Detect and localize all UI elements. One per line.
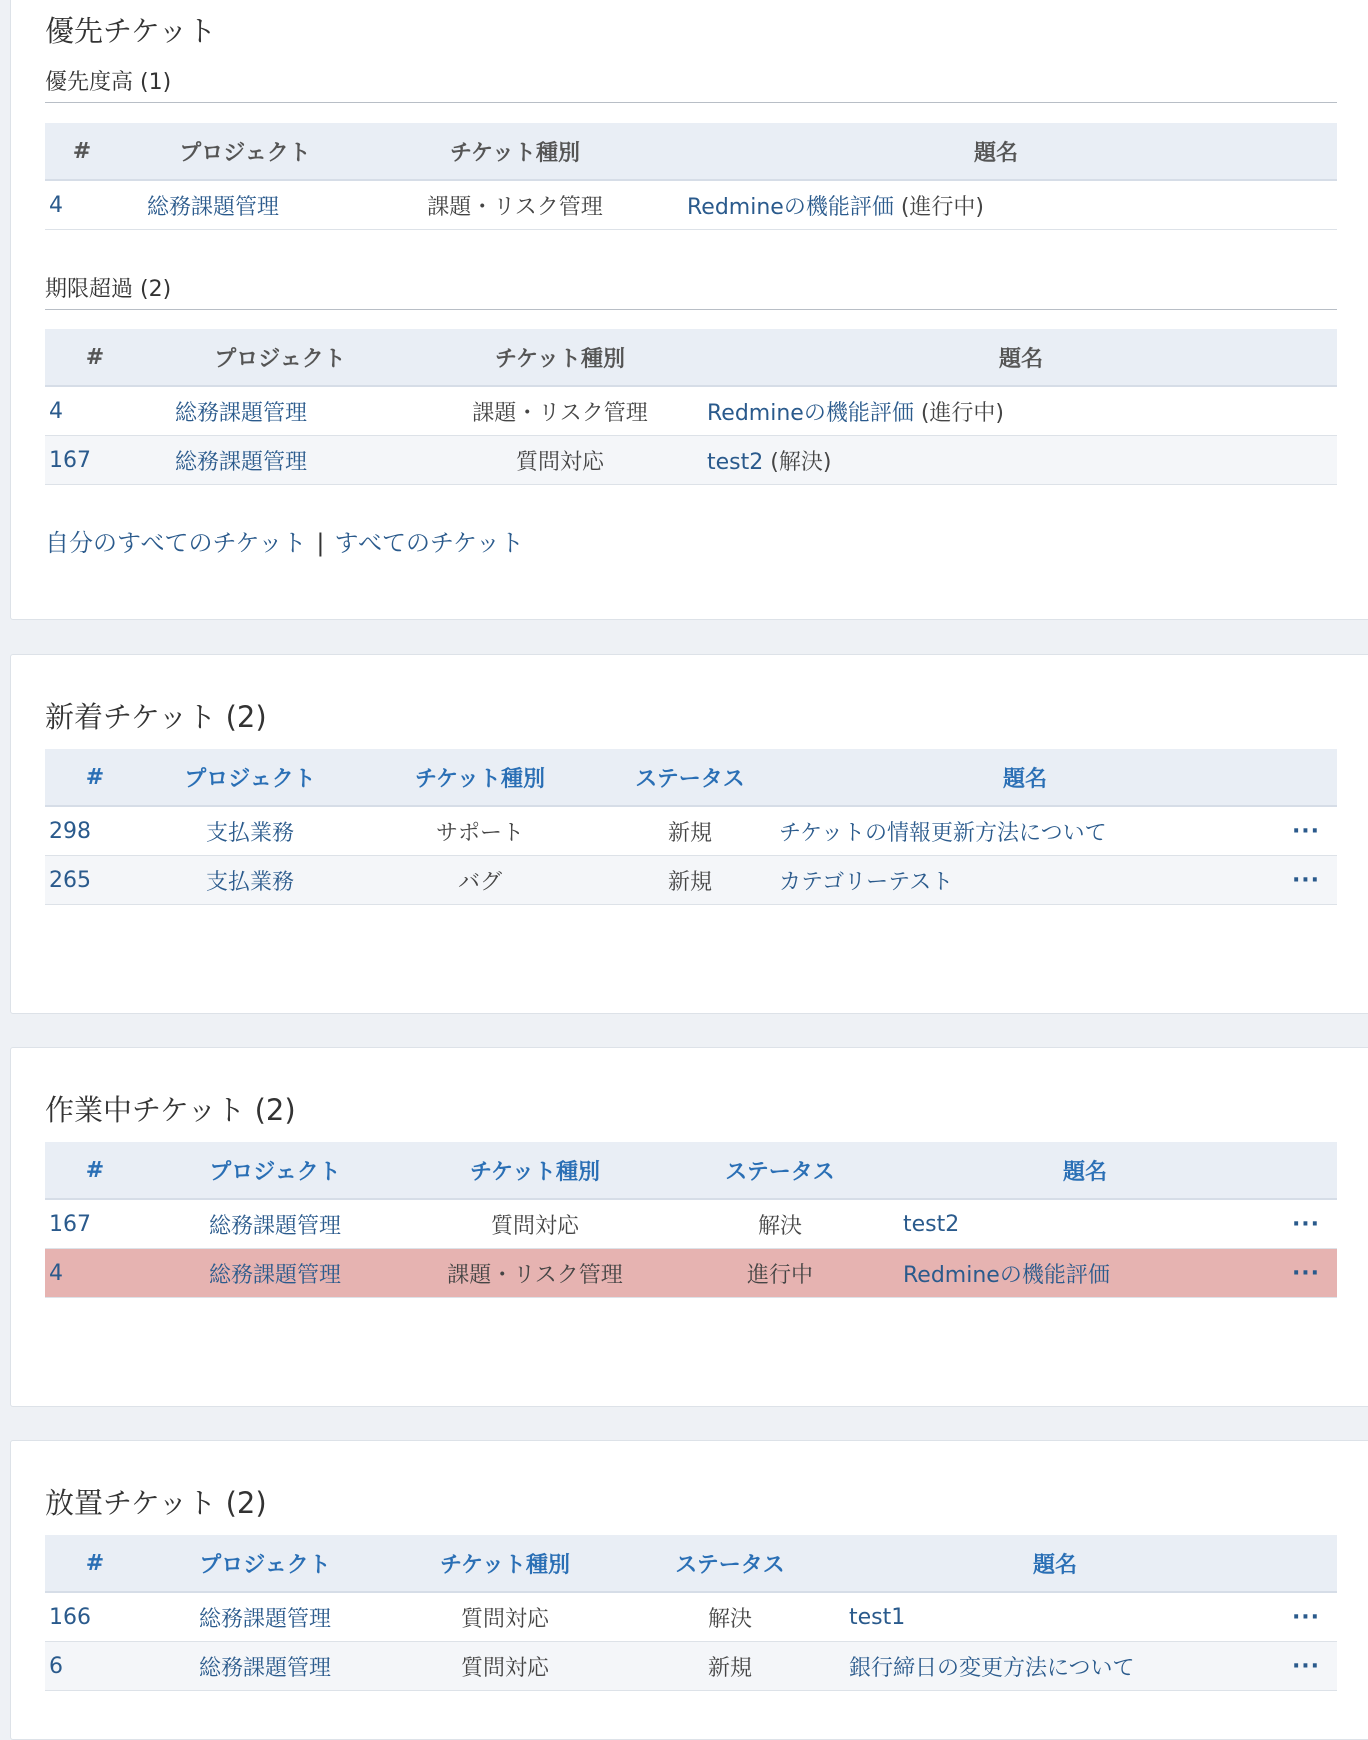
issue-id-link[interactable]: 6 xyxy=(49,1653,63,1679)
column-header-actions xyxy=(1275,749,1337,806)
ellipsis-icon[interactable]: ··· xyxy=(1275,1642,1337,1691)
new-tickets-table xyxy=(45,749,1337,905)
tracker-label: バグ xyxy=(355,856,605,905)
overdue-table xyxy=(45,329,1337,485)
project-link[interactable]: 総務課題管理 xyxy=(198,1606,331,1632)
project-link[interactable]: 総務課題管理 xyxy=(198,1655,331,1681)
table-row xyxy=(45,180,1337,230)
issue-id-link[interactable]: 167 xyxy=(49,1211,91,1237)
in-progress-table xyxy=(45,1142,1337,1298)
column-header-subject[interactable]: 題名 xyxy=(705,329,1337,386)
column-header-status[interactable]: ステータス xyxy=(605,749,775,806)
link-separator: | xyxy=(316,529,325,557)
issue-id-link[interactable]: 4 xyxy=(49,192,63,218)
ellipsis-icon[interactable]: ··· xyxy=(1275,1592,1337,1642)
ellipsis-icon[interactable]: ··· xyxy=(1275,806,1337,856)
project-link[interactable]: 総務課題管理 xyxy=(175,449,308,475)
high-priority-table xyxy=(45,123,1337,230)
new-tickets-panel xyxy=(10,654,1368,1014)
my-all-tickets-link[interactable]: 自分のすべてのチケット xyxy=(45,529,307,557)
project-link[interactable]: 総務課題管理 xyxy=(147,194,280,220)
panel-title: 放置チケット (2) xyxy=(45,1486,267,1520)
in-progress-tickets-panel xyxy=(10,1047,1368,1407)
issue-id-link[interactable]: 167 xyxy=(49,447,91,473)
issue-id-link[interactable]: 298 xyxy=(49,818,91,844)
column-header-status[interactable]: ステータス xyxy=(625,1535,835,1592)
column-header-id[interactable]: # xyxy=(45,329,145,386)
issue-id-link[interactable]: 4 xyxy=(49,398,63,424)
ellipsis-icon[interactable]: ··· xyxy=(1275,1199,1337,1249)
column-header-id[interactable]: # xyxy=(45,123,115,180)
column-header-subject[interactable]: 題名 xyxy=(655,123,1337,180)
table-row xyxy=(45,386,1337,436)
subject-link[interactable]: チケットの情報更新方法について xyxy=(779,820,1107,846)
subject-link[interactable]: test2 xyxy=(903,1211,960,1237)
status-label: 解決 xyxy=(625,1592,835,1642)
column-header-id[interactable]: # xyxy=(45,1142,145,1199)
subject-link[interactable]: test2 xyxy=(707,449,764,475)
issue-id-link[interactable]: 4 xyxy=(49,1260,63,1286)
tracker-label: 質問対応 xyxy=(405,1199,665,1249)
tracker-label: 課題・リスク管理 xyxy=(415,386,705,436)
column-header-project[interactable]: プロジェクト xyxy=(145,1142,405,1199)
tracker-label: 質問対応 xyxy=(385,1592,625,1642)
tracker-label: サポート xyxy=(355,806,605,856)
column-header-tracker[interactable]: チケット種別 xyxy=(385,1535,625,1592)
tracker-label: 質問対応 xyxy=(385,1642,625,1691)
column-header-tracker[interactable]: チケット種別 xyxy=(375,123,655,180)
column-header-tracker[interactable]: チケット種別 xyxy=(355,749,605,806)
section-title-overdue: 期限超過 (2) xyxy=(45,272,1337,310)
column-header-tracker[interactable]: チケット種別 xyxy=(415,329,705,386)
neglected-table xyxy=(45,1535,1337,1691)
tracker-label: 質問対応 xyxy=(415,436,705,485)
subject-link[interactable]: test1 xyxy=(849,1604,906,1630)
subject-link[interactable]: カテゴリーテスト xyxy=(779,869,954,895)
column-header-actions xyxy=(1275,1535,1337,1592)
column-header-subject[interactable]: 題名 xyxy=(775,749,1275,806)
column-header-status[interactable]: ステータス xyxy=(665,1142,895,1199)
table-row xyxy=(45,856,1337,905)
status-label: 新規 xyxy=(605,806,775,856)
column-header-id[interactable]: # xyxy=(45,749,145,806)
project-link[interactable]: 総務課題管理 xyxy=(175,400,308,426)
column-header-subject[interactable]: 題名 xyxy=(835,1535,1275,1592)
project-link[interactable]: 支払業務 xyxy=(205,869,294,895)
status-label: 新規 xyxy=(605,856,775,905)
issue-id-link[interactable]: 265 xyxy=(49,867,91,893)
column-header-project[interactable]: プロジェクト xyxy=(115,123,375,180)
column-header-subject[interactable]: 題名 xyxy=(895,1142,1275,1199)
column-header-project[interactable]: プロジェクト xyxy=(145,329,415,386)
section-title-high-priority: 優先度高 (1) xyxy=(45,65,1337,103)
status-label: (解決) xyxy=(770,449,832,475)
tracker-label: 課題・リスク管理 xyxy=(375,180,655,230)
column-header-tracker[interactable]: チケット種別 xyxy=(405,1142,665,1199)
status-label: (進行中) xyxy=(900,194,984,220)
tracker-label: 課題・リスク管理 xyxy=(405,1249,665,1298)
all-tickets-link[interactable]: すべてのチケット xyxy=(334,529,524,557)
table-row xyxy=(45,1592,1337,1642)
project-link[interactable]: 総務課題管理 xyxy=(208,1262,341,1288)
column-header-actions xyxy=(1275,1142,1337,1199)
column-header-project[interactable]: プロジェクト xyxy=(145,1535,385,1592)
panel-title: 新着チケット (2) xyxy=(45,700,267,734)
footer-links xyxy=(45,523,524,558)
priority-tickets-panel xyxy=(10,0,1368,620)
subject-link[interactable]: 銀行締日の変更方法について xyxy=(849,1655,1135,1681)
subject-link[interactable]: Redmineの機能評価 xyxy=(687,194,894,220)
table-row-highlighted xyxy=(45,1249,1337,1298)
column-header-project[interactable]: プロジェクト xyxy=(145,749,355,806)
table-row xyxy=(45,1199,1337,1249)
status-label: 新規 xyxy=(625,1642,835,1691)
subject-link[interactable]: Redmineの機能評価 xyxy=(903,1262,1110,1288)
ellipsis-icon[interactable]: ··· xyxy=(1275,856,1337,905)
ellipsis-icon[interactable]: ··· xyxy=(1275,1249,1337,1298)
status-label: 進行中 xyxy=(665,1249,895,1298)
issue-id-link[interactable]: 166 xyxy=(49,1604,91,1630)
status-label: (進行中) xyxy=(920,400,1004,426)
table-row xyxy=(45,806,1337,856)
table-row xyxy=(45,1642,1337,1691)
project-link[interactable]: 支払業務 xyxy=(205,820,294,846)
column-header-id[interactable]: # xyxy=(45,1535,145,1592)
neglected-tickets-panel xyxy=(10,1440,1368,1740)
subject-link[interactable]: Redmineの機能評価 xyxy=(707,400,914,426)
table-row xyxy=(45,436,1337,485)
panel-title: 作業中チケット (2) xyxy=(45,1093,296,1127)
status-label: 解決 xyxy=(665,1199,895,1249)
panel-title: 優先チケット xyxy=(45,14,217,48)
project-link[interactable]: 総務課題管理 xyxy=(208,1213,341,1239)
